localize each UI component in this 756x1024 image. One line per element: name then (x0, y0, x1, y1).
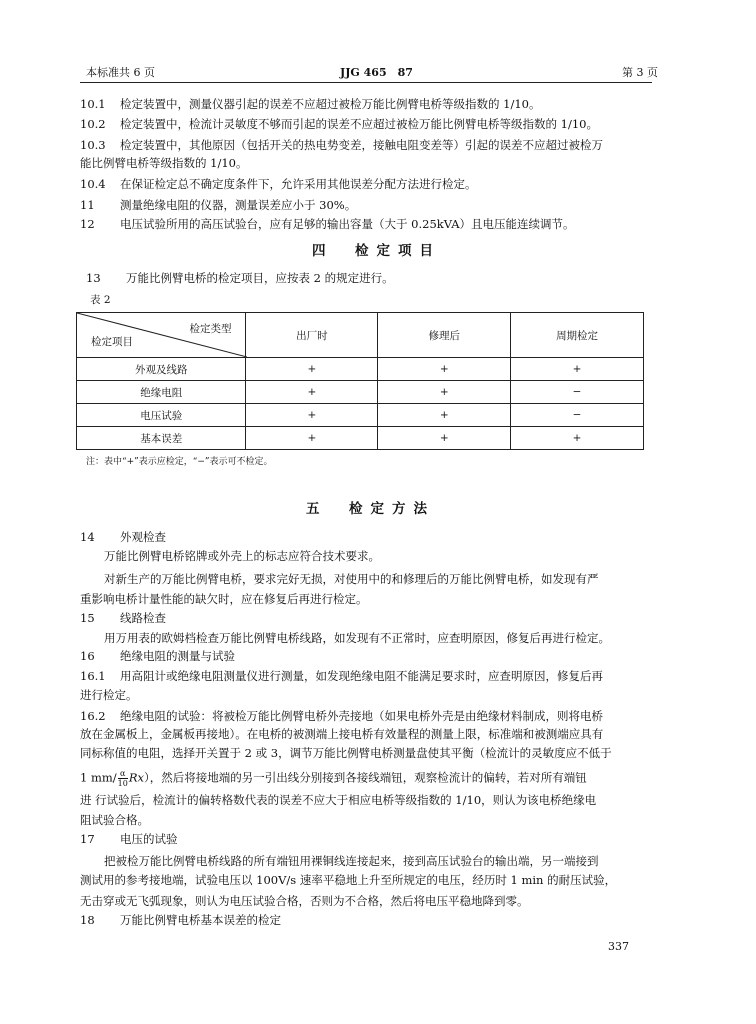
text-line (80, 687, 138, 703)
table-cell: + (378, 381, 511, 404)
line-text: 检定装置中，检流计灵敏度不够而引起的误差不应超过被检万能比例臂电桥等级指数的 1/10。 (120, 117, 598, 131)
row-label: 电压试验 (77, 404, 246, 427)
line-text: 绝缘电阻的试验：将被检万能比例臂电桥外壳接地（如果电桥外壳是由绝缘材料制成，则将电桥 (120, 709, 603, 723)
fraction-numerator: α (118, 769, 128, 779)
line-text: 对新生产的万能比例臂电桥，要求完好无损，对使用中的和修理后的万能比例臂电桥，如发现有严 (104, 572, 599, 586)
column-header: 修理后 (378, 313, 511, 358)
text-line (80, 893, 529, 909)
table-cell: + (378, 427, 511, 450)
line-text: 绝缘电阻的测量与试验 (120, 649, 235, 663)
clause-number: 18 (80, 913, 95, 927)
header-left: 本标准共 6 页 (86, 66, 155, 79)
clause-number: 16.1 (80, 669, 106, 683)
clause-number: 17 (80, 832, 95, 846)
clause-line (80, 96, 540, 112)
clause-number: 13 (86, 271, 101, 285)
formula-fraction (118, 769, 128, 788)
clause-13 (86, 270, 394, 286)
clause-line (80, 197, 356, 213)
text-line (104, 548, 380, 564)
line-text: 线路检查 (120, 611, 166, 625)
formula-rx: Rx (128, 770, 144, 785)
table-caption: 表 2 (90, 294, 111, 306)
clause-text: 万能比例臂电桥的检定项目，应按表 2 的规定进行。 (126, 271, 394, 285)
clause-line (80, 137, 603, 153)
table-row (77, 427, 644, 450)
header-right: 第 3 页 (622, 66, 658, 79)
row-label: 绝缘电阻 (77, 381, 246, 404)
clause-number: 16 (80, 649, 95, 663)
clause-number: 11 (80, 198, 95, 212)
header-center: JJG 465 87 (340, 66, 413, 79)
line-text: 重影响电桥计量性能的缺欠时，应在修复后再进行检定。 (80, 592, 368, 606)
clause-line (80, 668, 603, 684)
line-text: 测量绝缘电阻的仪器，测量误差应小于 30%。 (120, 198, 357, 212)
table-cell: + (246, 404, 378, 427)
table-cell: + (378, 358, 511, 381)
clause-line (80, 529, 166, 545)
clause-line (80, 708, 603, 724)
text-line (80, 812, 149, 828)
table-row (77, 381, 644, 404)
table-row (77, 358, 644, 381)
text-line (104, 630, 610, 646)
clause-number: 10.4 (80, 177, 106, 191)
line-text: 万能比例臂电桥铭牌或外壳上的标志应符合技术要求。 (104, 549, 380, 563)
line-text: 电压试验所用的高压试验台，应有足够的输出容量（大于 0.25kVA）且电压能连续调节。 (120, 217, 575, 231)
column-header: 周期检定 (511, 313, 644, 358)
clause-line (80, 610, 166, 626)
table-cell: + (246, 381, 378, 404)
row-label: 基本误差 (77, 427, 246, 450)
text-line (104, 571, 599, 587)
corner-bottom-label: 检定项目 (91, 336, 133, 348)
formula-suffix: ），然后将接地端的另一引出线分别接到各接线端钮，观察检流计的偏转，若对所有端钮 (144, 770, 587, 785)
line-text: 检定装置中，测量仪器引起的误差不应超过被检万能比例臂电桥等级指数的 1/10。 (120, 97, 541, 111)
column-header: 出厂时 (246, 313, 378, 358)
line-text: 进行检定。 (80, 688, 138, 702)
line-text: 同标称值的电阻，选择开关置于 2 或 3，调节万能比例臂电桥测量盘使其平衡（检流计的灵敏度应不低于 (80, 746, 612, 760)
line-text: 把被检万能比例臂电桥线路的所有端钮用裸铜线连接起来，接到高压试验台的输出端，另一端接到 (104, 854, 599, 868)
line-text: 万能比例臂电桥基本误差的检定 (120, 913, 281, 927)
clause-number: 12 (80, 217, 95, 231)
clause-line (80, 831, 178, 847)
line-text: 进 行试验后，检流计的偏转格数代表的误差不应大于相应电桥等级指数的 1/10，则认为该电桥绝缘电 (80, 793, 597, 807)
clause-number: 15 (80, 611, 95, 625)
table-row (77, 404, 644, 427)
line-text: 阻试验合格。 (80, 813, 149, 827)
page-number: 337 (608, 940, 629, 953)
table-cell: + (246, 427, 378, 450)
table-note: 注：表中“+”表示应检定，“−”表示可不检定。 (86, 457, 273, 467)
table-cell: − (511, 404, 644, 427)
table-corner-cell (77, 313, 246, 358)
text-line (104, 853, 599, 869)
line-text: 测试用的参考接地端，试验电压以 100V/s 速率平稳地上升至所规定的电压，经历时 1 min 的耐压试验， (80, 873, 617, 887)
header-rule (80, 82, 652, 83)
section-4-title: 四 检定项目 (312, 243, 441, 259)
line-text: 用高阻计或绝缘电阻测量仪进行测量，如发现绝缘电阻不能满足要求时，应查明原因，修复后再 (120, 669, 603, 683)
text-line (80, 872, 616, 888)
text-line (80, 155, 247, 171)
clause-number: 10.2 (80, 117, 106, 131)
clause-number: 10.1 (80, 97, 106, 111)
fraction-denominator: 10 (117, 779, 128, 788)
clause-number: 16.2 (80, 709, 106, 723)
clause-line (80, 912, 281, 928)
table-cell: + (511, 427, 644, 450)
clause-number: 10.3 (80, 138, 106, 152)
text-line (80, 792, 596, 808)
text-line (80, 726, 603, 742)
line-text: 在保证检定总不确定度条件下，允许采用其他误差分配方法进行检定。 (120, 177, 477, 191)
line-text: 检定装置中，其他原因（包括开关的热电势变差，接触电阻变差等）引起的误差不应超过被检万 (120, 138, 603, 152)
clause-line (80, 176, 477, 192)
line-text: 电压的试验 (120, 832, 178, 846)
formula-line (80, 769, 587, 788)
clause-line (80, 116, 598, 132)
formula-prefix: 1 mm/ (80, 770, 117, 785)
clause-number: 14 (80, 530, 95, 544)
inspection-items-table (76, 312, 644, 450)
section-5-title: 五 检定方法 (306, 501, 435, 517)
line-text: 用万用表的欧姆档检查万能比例臂电桥线路，如发现有不正常时，应查明原因，修复后再进行检定。 (104, 631, 610, 645)
table-header-row (77, 313, 644, 358)
line-text: 放在金属板上，金属板再接地）。在电桥的被测端上接电桥有效量程的测量上限，标准端和被测端应具有 (80, 727, 604, 741)
line-text: 外观检查 (120, 530, 166, 544)
text-line (80, 745, 612, 761)
text-line (80, 591, 368, 607)
table-cell: + (246, 358, 378, 381)
row-label: 外观及线路 (77, 358, 246, 381)
line-text: 能比例臂电桥等级指数的 1/10。 (80, 156, 248, 170)
corner-top-label: 检定类型 (189, 323, 232, 335)
clause-line (80, 648, 235, 664)
line-text: 无击穿或无飞弧现象，则认为电压试验合格，否则为不合格，然后将电压平稳地降到零。 (80, 894, 529, 908)
table-cell: − (511, 381, 644, 404)
clause-line (80, 216, 575, 232)
table-cell: + (511, 358, 644, 381)
table-cell: + (378, 404, 511, 427)
